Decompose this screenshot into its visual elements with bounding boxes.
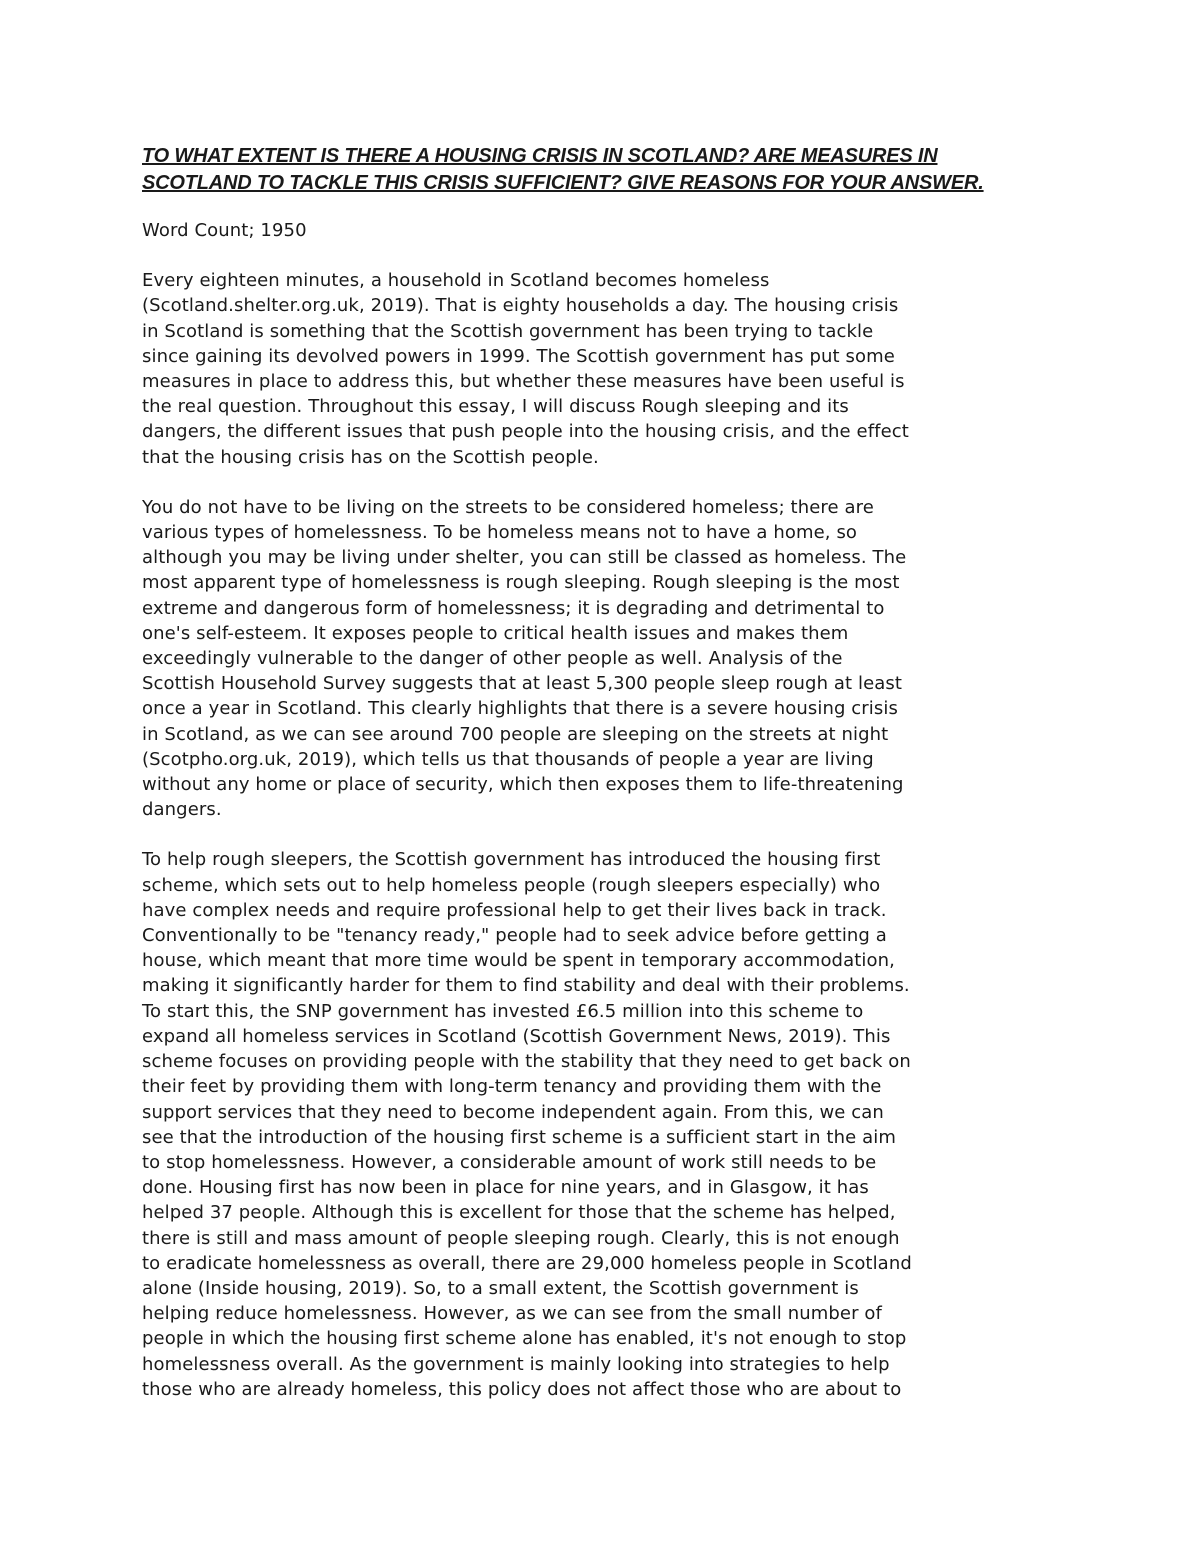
text-line: measures in place to address this, but whether these measures have been useful is	[142, 371, 905, 393]
text-line: alone (Inside housing, 2019). So, to a small extent, the Scottish government is	[142, 1277, 859, 1299]
essay-title-line: SCOTLAND TO TACKLE THIS CRISIS SUFFICIENT? GIVE REASONS FOR YOUR ANSWER.	[142, 172, 984, 194]
text-line: their feet by providing them with long-term tenancy and providing them with the	[142, 1076, 882, 1098]
text-line: most apparent type of homelessness is rough sleeping. Rough sleeping is the most	[142, 572, 900, 594]
text-line: there is still and mass amount of people sleeping rough. Clearly, this is not enough	[142, 1227, 900, 1249]
text-line: one's self-esteem. It exposes people to critical health issues and makes them	[142, 622, 849, 644]
text-line: see that the introduction of the housing first scheme is a sufficient start in the aim	[142, 1126, 896, 1148]
text-line: support services that they need to become independent again. From this, we can	[142, 1101, 884, 1123]
text-line: dangers.	[142, 799, 222, 821]
text-line: people in which the housing first scheme alone has enabled, it's not enough to stop	[142, 1328, 907, 1350]
text-line: You do not have to be living on the streets to be considered homeless; there are	[142, 496, 874, 518]
text-line: making it significantly harder for them to find stability and deal with their problems.	[142, 975, 910, 997]
text-line: homelessness overall. As the government is mainly looking into strategies to help	[142, 1353, 890, 1375]
text-line: scheme, which sets out to help homeless people (rough sleepers especially) who	[142, 874, 881, 896]
text-line: To start this, the SNP government has invested £6.5 million into this scheme to	[142, 1000, 864, 1022]
text-line: once a year in Scotland. This clearly highlights that there is a severe housing crisis	[142, 698, 898, 720]
text-line: those who are already homeless, this policy does not affect those who are about to	[142, 1378, 902, 1400]
word-count-text: Word Count; 1950	[142, 220, 307, 241]
text-line: have complex needs and require professional help to get their lives back in track.	[142, 899, 887, 921]
paragraph-types-of-homelessness	[142, 495, 1072, 823]
text-line: the real question. Throughout this essay, I will discuss Rough sleeping and its	[142, 396, 849, 418]
essay-title	[142, 143, 1072, 197]
text-line: expand all homeless services in Scotland (Scottish Government News, 2019). This	[142, 1025, 891, 1047]
text-line: To help rough sleepers, the Scottish government has introduced the housing first	[142, 849, 881, 871]
paragraph-intro	[142, 268, 1072, 470]
text-line: to stop homelessness. However, a considerable amount of work still needs to be	[142, 1151, 877, 1173]
text-line: helped 37 people. Although this is excellent for those that the scheme has helped,	[142, 1202, 896, 1224]
text-line: house, which meant that more time would be spent in temporary accommodation,	[142, 950, 895, 972]
document-content	[142, 143, 1072, 1427]
text-line: helping reduce homelessness. However, as we can see from the small number of	[142, 1303, 882, 1325]
text-line: that the housing crisis has on the Scottish people.	[142, 446, 599, 468]
text-line: Conventionally to be "tenancy ready," people had to seek advice before getting a	[142, 925, 887, 947]
text-line: (Scotland.shelter.org.uk, 2019). That is eighty households a day. The housing crisis	[142, 295, 899, 317]
text-line: Scottish Household Survey suggests that at least 5,300 people sleep rough at least	[142, 673, 903, 695]
text-line: exceedingly vulnerable to the danger of other people as well. Analysis of the	[142, 648, 843, 670]
text-line: various types of homelessness. To be homeless means not to have a home, so	[142, 522, 858, 544]
text-line: scheme focuses on providing people with the stability that they need to get back on	[142, 1051, 911, 1073]
text-line: to eradicate homelessness as overall, there are 29,000 homeless people in Scotland	[142, 1252, 912, 1274]
text-line: dangers, the different issues that push people into the housing crisis, and the effect	[142, 421, 909, 443]
word-count	[142, 218, 1072, 243]
text-line: Every eighteen minutes, a household in Scotland becomes homeless	[142, 270, 770, 292]
text-line: although you may be living under shelter, you can still be classed as homeless. The	[142, 547, 907, 569]
text-line: (Scotpho.org.uk, 2019), which tells us that thousands of people a year are living	[142, 748, 874, 770]
text-line: since gaining its devolved powers in 1999. The Scottish government has put some	[142, 345, 895, 367]
text-line: in Scotland is something that the Scottish government has been trying to tackle	[142, 320, 874, 342]
text-line: without any home or place of security, which then exposes them to life-threatening	[142, 774, 904, 796]
text-line: done. Housing first has now been in place for nine years, and in Glasgow, it has	[142, 1177, 869, 1199]
text-line: extreme and dangerous form of homelessness; it is degrading and detrimental to	[142, 597, 885, 619]
essay-title-line: TO WHAT EXTENT IS THERE A HOUSING CRISIS IN SCOTLAND? ARE MEASURES IN	[142, 145, 938, 167]
paragraph-housing-first	[142, 847, 1072, 1401]
text-line: in Scotland, as we can see around 700 people are sleeping on the streets at night	[142, 723, 889, 745]
